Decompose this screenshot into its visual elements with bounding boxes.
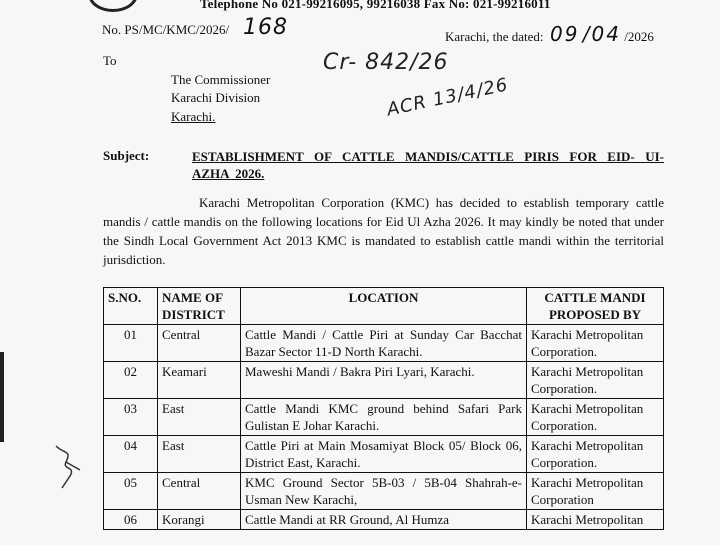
addressee-line-3: Karachi.	[171, 109, 216, 124]
binding-edge	[0, 352, 4, 442]
row-district: East	[158, 436, 241, 473]
row-location: Maweshi Mandi / Bakra Piri Lyari, Karachi.	[241, 362, 527, 399]
row-district: Central	[158, 325, 241, 362]
handwritten-note-2: ACR 13/4/26	[385, 74, 511, 121]
table-row	[104, 473, 664, 510]
date-day: 09	[550, 22, 580, 46]
subject-label: Subject:	[103, 148, 150, 163]
subject-text: ESTABLISHMENT OF CATTLE MANDIS/CATTLE PIRIS FOR EID- UI-AZHA 2026.	[192, 149, 664, 181]
row-proposed-by: Karachi Metropolitan	[527, 510, 664, 530]
margin-scribble-icon	[52, 440, 86, 490]
header-proposed-by: CATTLE MANDI PROPOSED BY	[527, 288, 664, 325]
cattle-mandi-table	[103, 287, 664, 530]
row-location: Cattle Mandi KMC ground behind Safari Park Gulistan E Johar Karachi.	[241, 399, 527, 436]
row-sno: 03	[104, 399, 158, 436]
row-sno: 04	[104, 436, 158, 473]
row-sno: 02	[104, 362, 158, 399]
table-row	[104, 510, 664, 530]
table-row	[104, 325, 664, 362]
row-location: Cattle Piri at Main Mosamiyat Block 05/ Block 06, District East, Karachi.	[241, 436, 527, 473]
table-header-row	[104, 288, 664, 325]
row-sno: 01	[104, 325, 158, 362]
row-district: Central	[158, 473, 241, 510]
row-sno: 05	[104, 473, 158, 510]
addressee-line-2: Karachi Division	[171, 90, 261, 105]
row-proposed-by: Karachi Metropolitan Corporation.	[527, 362, 664, 399]
row-location: Cattle Mandi / Cattle Piri at Sunday Car Bacchat Bazar Sector 11-D North Karachi.	[241, 325, 527, 362]
row-sno: 06	[104, 510, 158, 530]
row-proposed-by: Karachi Metropolitan Corporation.	[527, 436, 664, 473]
table-row	[104, 399, 664, 436]
date-year: /2026	[624, 29, 654, 44]
handwritten-note-1: Cr- 842/26	[323, 50, 449, 75]
header-location: LOCATION	[241, 288, 527, 325]
row-district: Korangi	[158, 510, 241, 530]
to-label: To	[103, 53, 117, 68]
date-month: 04	[591, 22, 621, 46]
kmc-logo-icon	[88, 0, 138, 12]
letter-date: Karachi, the dated: 09 /04 /2026	[445, 22, 654, 46]
dated-label: Karachi, the dated:	[445, 29, 544, 44]
body-paragraph: Karachi Metropolitan Corporation (KMC) has decided to establish temporary cattle mandis / cattle mandis on the following locations for Eid Ul Azha 2026. It may kindly be noted that under the Sindh Local Government Act 2013 KMC is mandated to establish cattle mandi within the territorial jurisdiction.	[103, 195, 664, 267]
table-row	[104, 362, 664, 399]
row-location: Cattle Mandi at RR Ground, Al Humza	[241, 510, 527, 530]
header-district: NAME OF DISTRICT	[158, 288, 241, 325]
addressee-line-1: The Commissioner	[171, 72, 271, 87]
letterhead-contact: Telephone No 021-99216095, 99216038 Fax No: 021-99216011	[200, 0, 551, 11]
header-sno: S.NO.	[104, 288, 158, 325]
row-proposed-by: Karachi Metropolitan Corporation.	[527, 399, 664, 436]
row-proposed-by: Karachi Metropolitan Corporation.	[527, 325, 664, 362]
row-district: Keamari	[158, 362, 241, 399]
row-district: East	[158, 399, 241, 436]
row-location: KMC Ground Sector 5B-03 / 5B-04 Shahrah-e-Usman New Karachi,	[241, 473, 527, 510]
table-row	[104, 436, 664, 473]
row-proposed-by: Karachi Metropolitan Corporation	[527, 473, 664, 510]
reference-number-handwritten: 168	[243, 15, 288, 40]
reference-number: No. PS/MC/KMC/2026/	[102, 22, 230, 37]
